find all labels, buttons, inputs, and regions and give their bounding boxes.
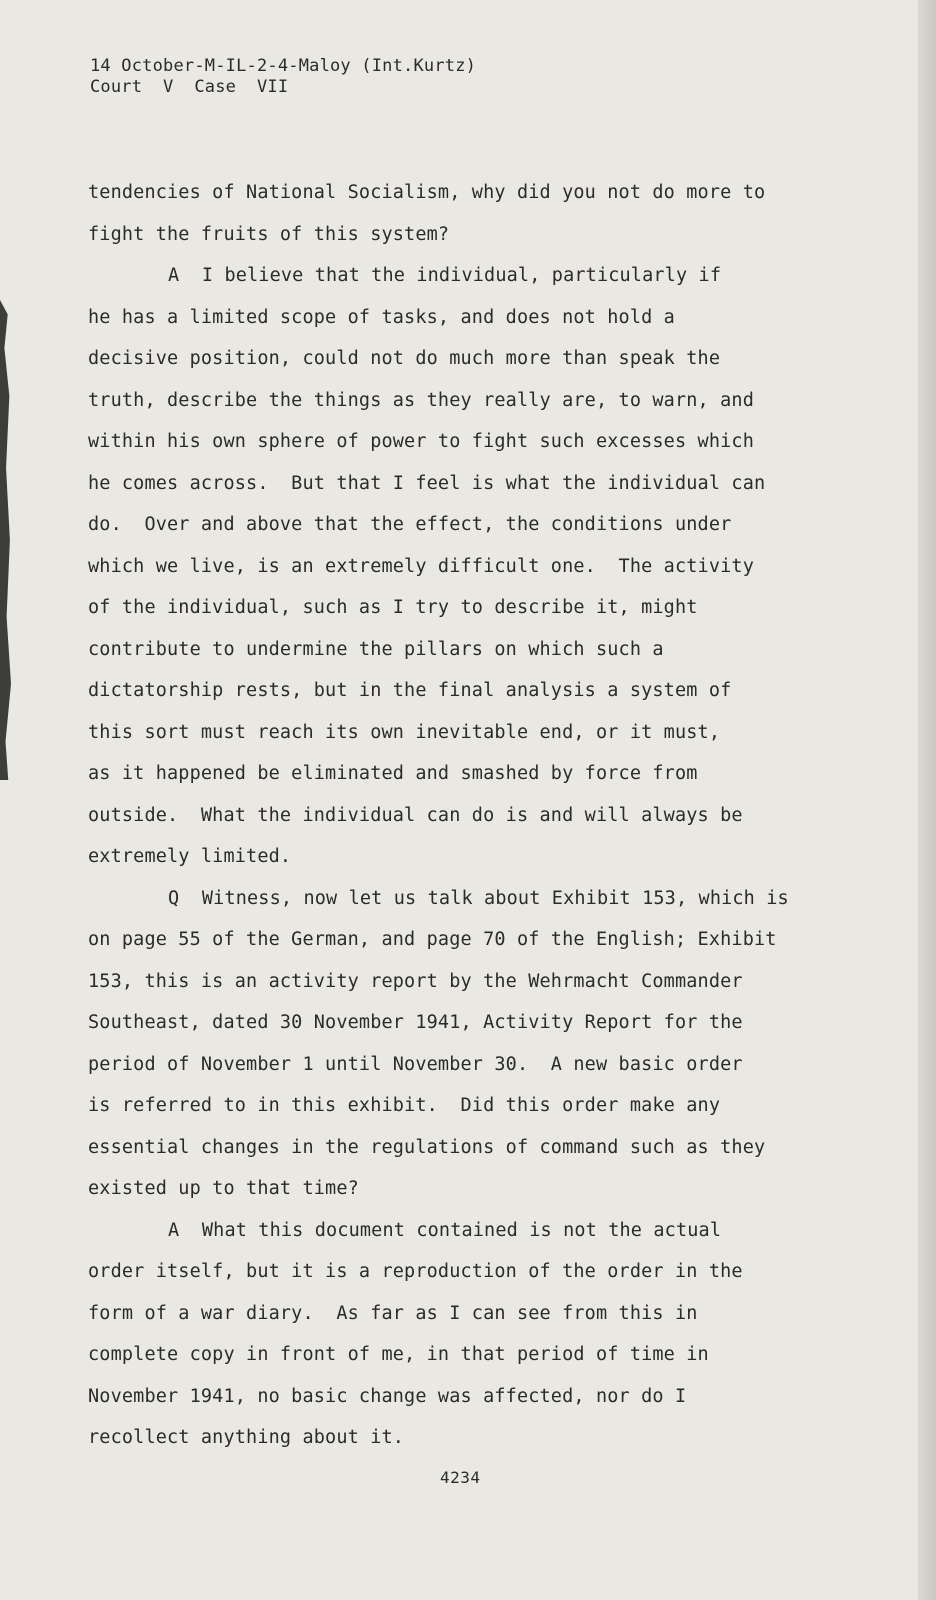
transcript-line: period of November 1 until November 30. A new basic order: [88, 1053, 743, 1075]
transcript-line: November 1941, no basic change was affected, nor do I: [88, 1385, 687, 1407]
transcript-line: recollect anything about it.: [88, 1427, 405, 1448]
transcript-line: extremely limited.: [88, 846, 292, 867]
transcript-body: [88, 172, 836, 1459]
transcript-line: outside. What the individual can do is and will always be: [88, 804, 743, 826]
transcript-line: decisive position, could not do much more than speak the: [88, 348, 721, 369]
transcript-line: within his own sphere of power to fight such excesses which: [88, 431, 754, 452]
transcript-line: is referred to in this exhibit. Did this order make any: [88, 1095, 721, 1116]
transcript-line: he has a limited scope of tasks, and does not hold a: [88, 306, 675, 328]
transcript-line: existed up to that time?: [88, 1178, 359, 1199]
transcript-line: of the individual, such as I try to describe it, might: [88, 597, 698, 618]
transcript-line: form of a war diary. As far as I can see from this in: [88, 1302, 698, 1324]
transcript-line: he comes across. But that I feel is what the individual can: [88, 472, 766, 494]
transcript-line: do. Over and above that the effect, the conditions under: [88, 514, 732, 535]
header-line-1: 14 October-M-IL-2-4-Maloy (Int.Kurtz): [90, 56, 477, 76]
torn-edge: [0, 300, 11, 780]
transcript-line: complete copy in front of me, in that period of time in: [88, 1344, 709, 1365]
document-header: [90, 56, 476, 98]
transcript-line: truth, describe the things as they really are, to warn, and: [88, 389, 754, 411]
transcript-line: Q Witness, now let us talk about Exhibit 153, which is: [168, 887, 789, 909]
transcript-line: Southeast, dated 30 November 1941, Activity Report for the: [88, 1012, 743, 1033]
transcript-line: A What this document contained is not the actual: [168, 1219, 722, 1241]
paper-edge: [918, 0, 936, 1600]
header-line-2: Court V Case VII: [90, 77, 289, 97]
transcript-line: contribute to undermine the pillars on which such a: [88, 638, 664, 660]
transcript-line: on page 55 of the German, and page 70 of the English; Exhibit: [88, 929, 777, 950]
transcript-line: A I believe that the individual, particularly if: [168, 265, 722, 286]
transcript-line: tendencies of National Socialism, why did you not do more to: [88, 182, 766, 203]
page-number: 4234: [440, 1468, 481, 1487]
transcript-line: dictatorship rests, but in the final analysis a system of: [88, 680, 732, 701]
transcript-line: 153, this is an activity report by the Wehrmacht Commander: [88, 970, 743, 992]
transcript-line: fight the fruits of this system?: [88, 223, 450, 245]
transcript-line: which we live, is an extremely difficult one. The activity: [88, 555, 754, 577]
transcript-line: this sort must reach its own inevitable end, or it must,: [88, 721, 721, 743]
transcript-line: order itself, but it is a reproduction of the order in the: [88, 1261, 743, 1282]
transcript-line: essential changes in the regulations of command such as they: [88, 1136, 766, 1158]
transcript-line: as it happened be eliminated and smashed by force from: [88, 763, 698, 784]
